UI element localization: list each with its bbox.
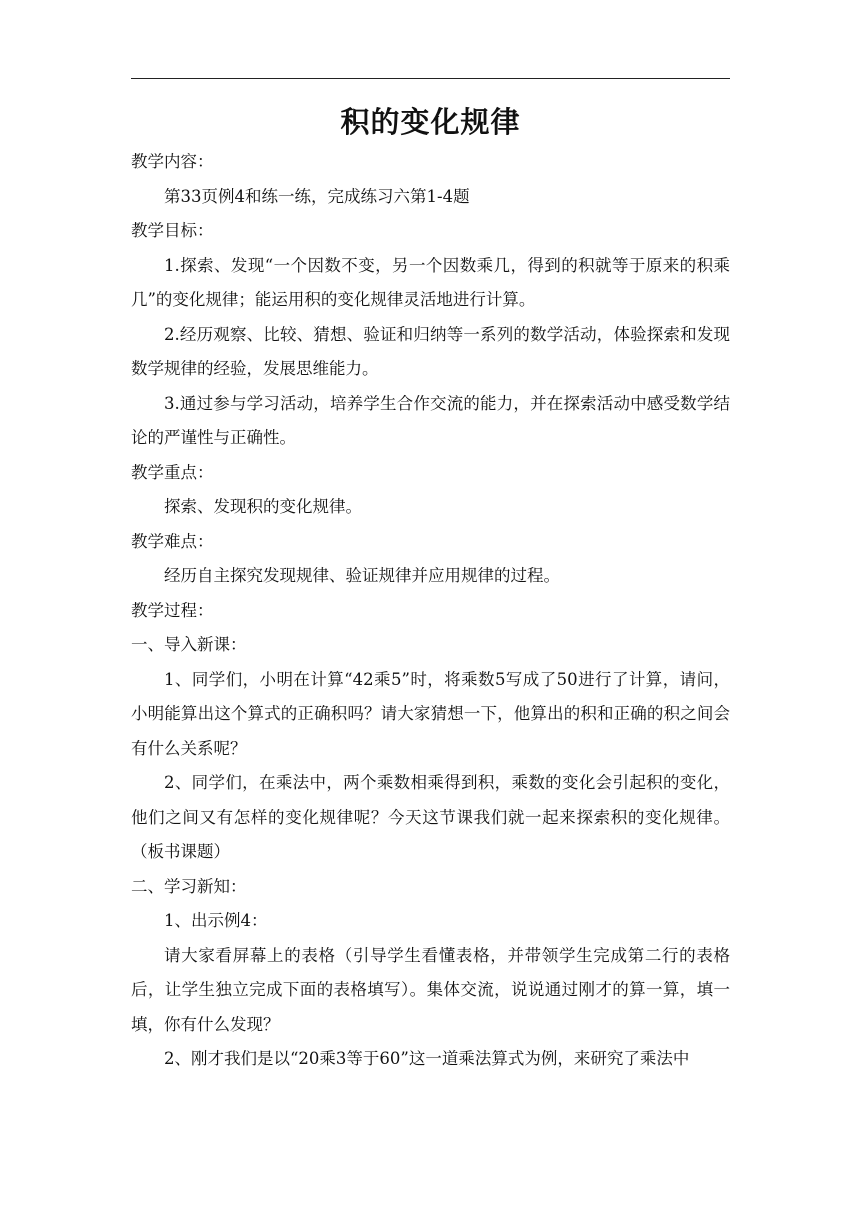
- content-paragraph: 第33页例4和练一练，完成练习六第1-4题: [164, 186, 470, 206]
- intro-paragraph-1: 1、同学们，小明在计算“42乘5”时，将乘数5写成了50进行了计算，请问，小明能算出这个算式的正确积吗？请大家猜想一下，他算出的积和正确的积之间会有什么关系呢？: [131, 669, 730, 758]
- study-paragraph: 2、刚才我们是以“20乘3等于60”这一道乘法算式为例，来研究了乘法中: [164, 1049, 690, 1068]
- section-heading-content: 教学内容：: [131, 152, 214, 171]
- example-heading: 1、出示例4：: [164, 911, 268, 930]
- section-heading-key-point: 教学重点：: [131, 462, 214, 482]
- header-rule: [131, 78, 730, 79]
- intro-paragraph-2: 2、同学们，在乘法中，两个乘数相乘得到积，乘数的变化会引起积的变化，他们之间又有怎样的变化规律呢？今天这节课我们就一起来探索积的变化规律。（板书课题）: [131, 773, 730, 861]
- section-heading-process: 教学过程：: [131, 600, 214, 620]
- objective-3: 3.通过参与学习活动，培养学生合作交流的能力，并在探索活动中感受数学结论的严谨性与正确性。: [131, 393, 730, 447]
- key-point-paragraph: 探索、发现积的变化规律。: [164, 497, 362, 516]
- document-title: 积的变化规律: [340, 105, 521, 139]
- subsection-heading-intro: 一、导入新课：: [131, 635, 247, 654]
- section-heading-objectives: 教学目标：: [131, 221, 214, 240]
- example-paragraph: 请大家看屏幕上的表格（引导学生看懂表格，并带领学生完成第二行的表格后，让学生独立完成下面的表格填写）。集体交流，说说通过刚才的算一算，填一填，你有什么发现？: [131, 945, 730, 1034]
- section-heading-difficulty: 教学难点：: [131, 531, 214, 551]
- subsection-heading-new-knowledge: 二、学习新知：: [131, 876, 247, 896]
- difficulty-paragraph: 经历自主探究发现规律、验证规律并应用规律的过程。: [164, 566, 560, 585]
- document-body: [131, 145, 730, 1077]
- objective-1: 1.探索、发现“一个因数不变，另一个因数乘几，得到的积就等于原来的积乘几”的变化规律；能运用积的变化规律灵活地进行计算。: [131, 255, 730, 309]
- objective-2: 2.经历观察、比较、猜想、验证和归纳等一系列的数学活动，体验探索和发现数学规律的经验，发展思维能力。: [131, 324, 730, 378]
